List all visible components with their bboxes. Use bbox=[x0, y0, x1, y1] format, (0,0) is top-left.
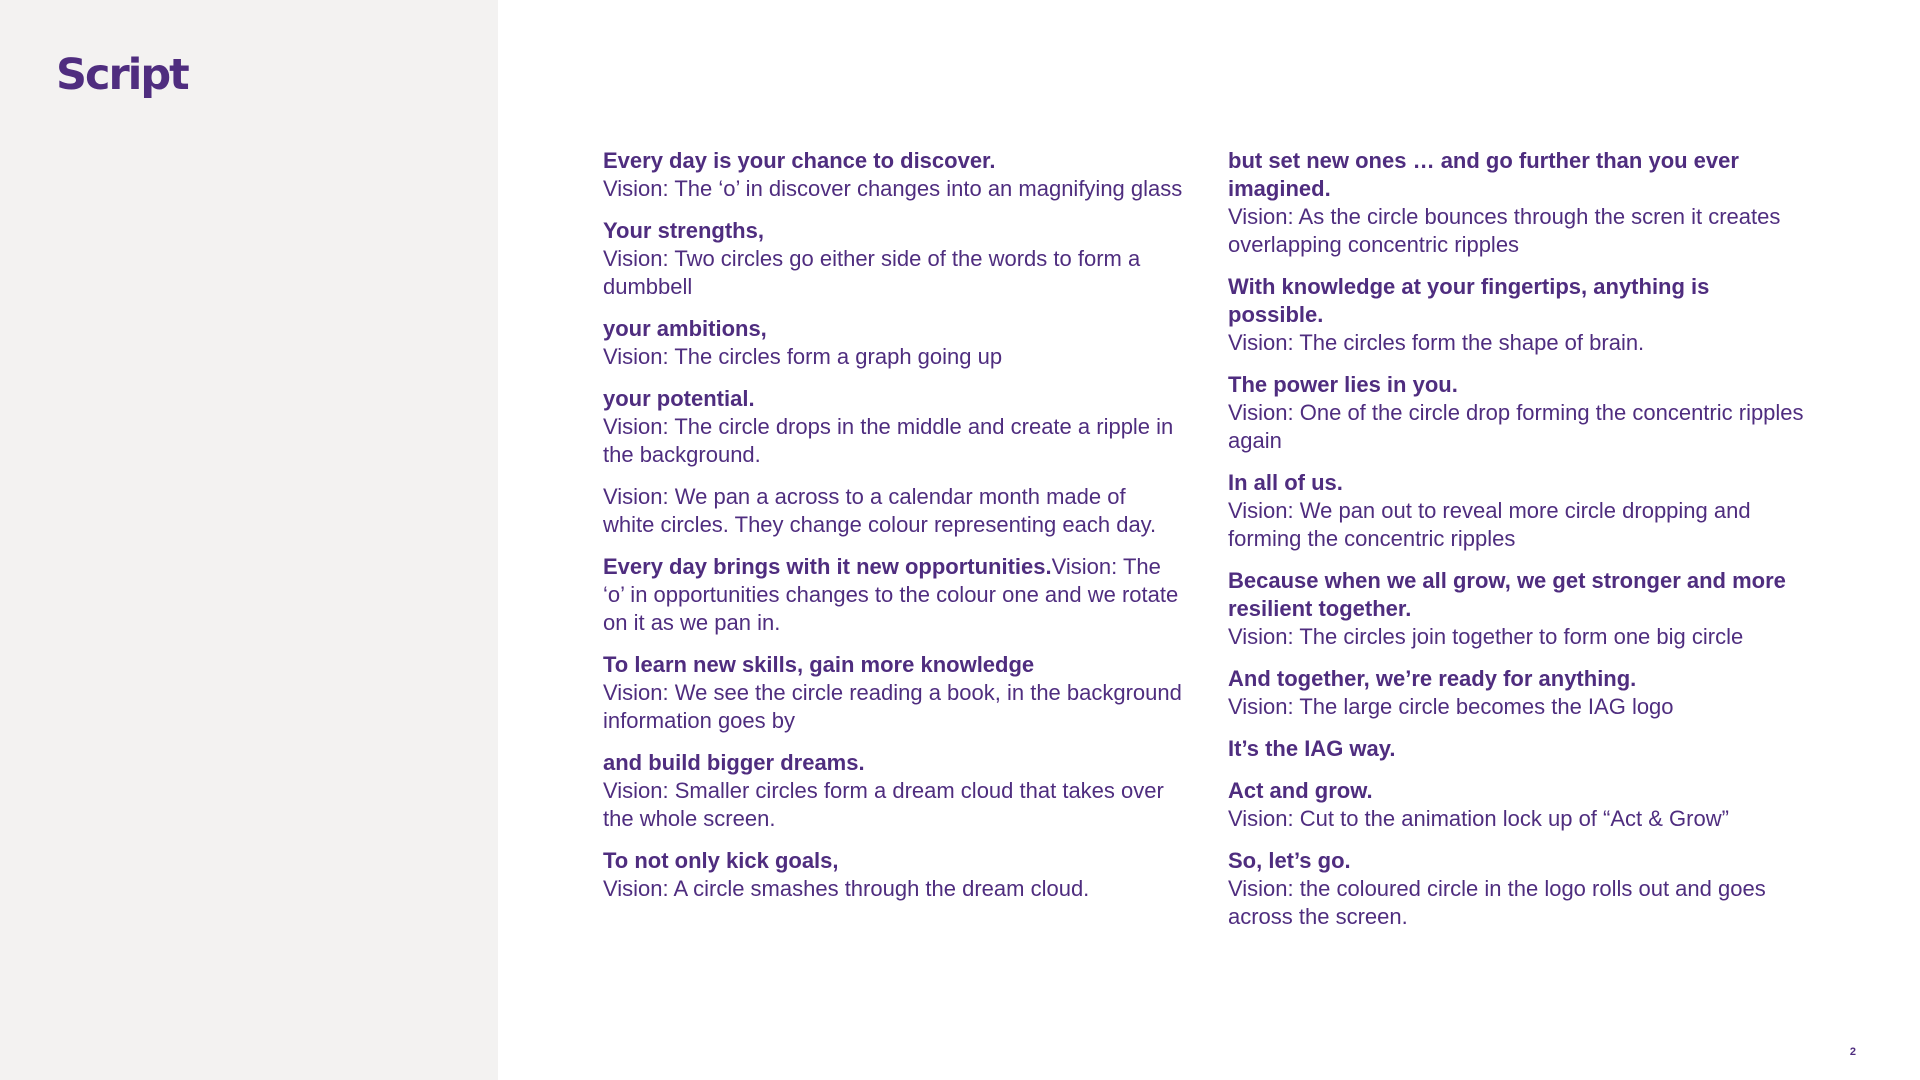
script-vision-text: Vision: The circles join together to form one big circle bbox=[1228, 624, 1744, 649]
script-vision-text: Vision: the coloured circle in the logo rolls out and goes across the screen. bbox=[1228, 876, 1766, 929]
script-entry bbox=[603, 315, 1183, 371]
script-entry bbox=[603, 847, 1183, 903]
page-title: Script bbox=[56, 50, 188, 100]
script-entry bbox=[1228, 371, 1808, 455]
script-line-bold: It’s the IAG way. bbox=[1228, 736, 1396, 761]
script-entry bbox=[1228, 777, 1808, 833]
script-vision-text: Vision: Smaller circles form a dream cloud that takes over the whole screen. bbox=[603, 778, 1164, 831]
page-number: 2 bbox=[1849, 1046, 1856, 1058]
script-line-bold: To not only kick goals, bbox=[603, 848, 839, 873]
script-entry bbox=[603, 217, 1183, 301]
script-line-bold: Every day is your chance to discover. bbox=[603, 148, 996, 173]
script-vision-text: Vision: The circle drops in the middle and create a ripple in the background. bbox=[603, 414, 1174, 467]
script-vision-text: Vision: Cut to the animation lock up of “Act & Grow” bbox=[1228, 806, 1729, 831]
script-line-bold: In all of us. bbox=[1228, 470, 1343, 495]
script-line-bold: And together, we’re ready for anything. bbox=[1228, 666, 1637, 691]
script-entry bbox=[603, 553, 1183, 637]
script-entry bbox=[603, 651, 1183, 735]
script-line-bold: Your strengths, bbox=[603, 218, 764, 243]
script-line-bold: To learn new skills, gain more knowledge bbox=[603, 652, 1035, 677]
script-vision-text: Vision: We see the circle reading a book, in the background information goes by bbox=[603, 680, 1182, 733]
script-entry bbox=[1228, 567, 1808, 651]
script-line-bold: The power lies in you. bbox=[1228, 372, 1458, 397]
script-vision-text: Vision: The ‘o’ in discover changes into an magnifying glass bbox=[603, 176, 1183, 201]
script-vision-text: Vision: The ‘o’ in opportunities changes to the colour one and we rotate on it as we pan in. bbox=[603, 554, 1179, 635]
script-line-bold: but set new ones … and go further than you ever imagined. bbox=[1228, 148, 1739, 201]
script-vision-text: Vision: We pan a across to a calendar month made of white circles. They change colour representing each day. bbox=[603, 484, 1157, 537]
script-vision-text: Vision: The large circle becomes the IAG logo bbox=[1228, 694, 1674, 719]
script-vision-text: Vision: One of the circle drop forming the concentric ripples again bbox=[1228, 400, 1804, 453]
script-entry bbox=[1228, 735, 1808, 763]
script-line-bold: Every day brings with it new opportunities. bbox=[603, 554, 1052, 579]
script-vision-text: Vision: The circles form a graph going up bbox=[603, 344, 1003, 369]
script-entry bbox=[1228, 847, 1808, 931]
script-column-right bbox=[1228, 147, 1808, 945]
script-line-bold: Because when we all grow, we get stronger and more resilient together. bbox=[1228, 568, 1786, 621]
script-vision-text: Vision: Two circles go either side of the words to form a dumbbell bbox=[603, 246, 1141, 299]
script-entry bbox=[1228, 147, 1808, 259]
script-entry bbox=[1228, 469, 1808, 553]
script-line-bold: Act and grow. bbox=[1228, 778, 1373, 803]
script-entry bbox=[603, 749, 1183, 833]
script-vision-text: Vision: A circle smashes through the dream cloud. bbox=[603, 876, 1090, 901]
script-entry bbox=[603, 385, 1183, 469]
script-vision-text: Vision: We pan out to reveal more circle dropping and forming the concentric ripples bbox=[1228, 498, 1751, 551]
script-line-bold: With knowledge at your fingertips, anything is possible. bbox=[1228, 274, 1710, 327]
script-vision-text: Vision: The circles form the shape of brain. bbox=[1228, 330, 1645, 355]
sidebar-panel bbox=[0, 0, 498, 1080]
script-vision-text: Vision: As the circle bounces through the scren it creates overlapping concentric ripples bbox=[1228, 204, 1781, 257]
script-line-bold: and build bigger dreams. bbox=[603, 750, 865, 775]
script-entry bbox=[603, 483, 1183, 539]
script-entry bbox=[603, 147, 1183, 203]
script-line-bold: So, let’s go. bbox=[1228, 848, 1351, 873]
script-entry bbox=[1228, 273, 1808, 357]
script-line-bold: your ambitions, bbox=[603, 316, 767, 341]
script-entry bbox=[1228, 665, 1808, 721]
script-column-left bbox=[603, 147, 1183, 917]
script-line-bold: your potential. bbox=[603, 386, 755, 411]
